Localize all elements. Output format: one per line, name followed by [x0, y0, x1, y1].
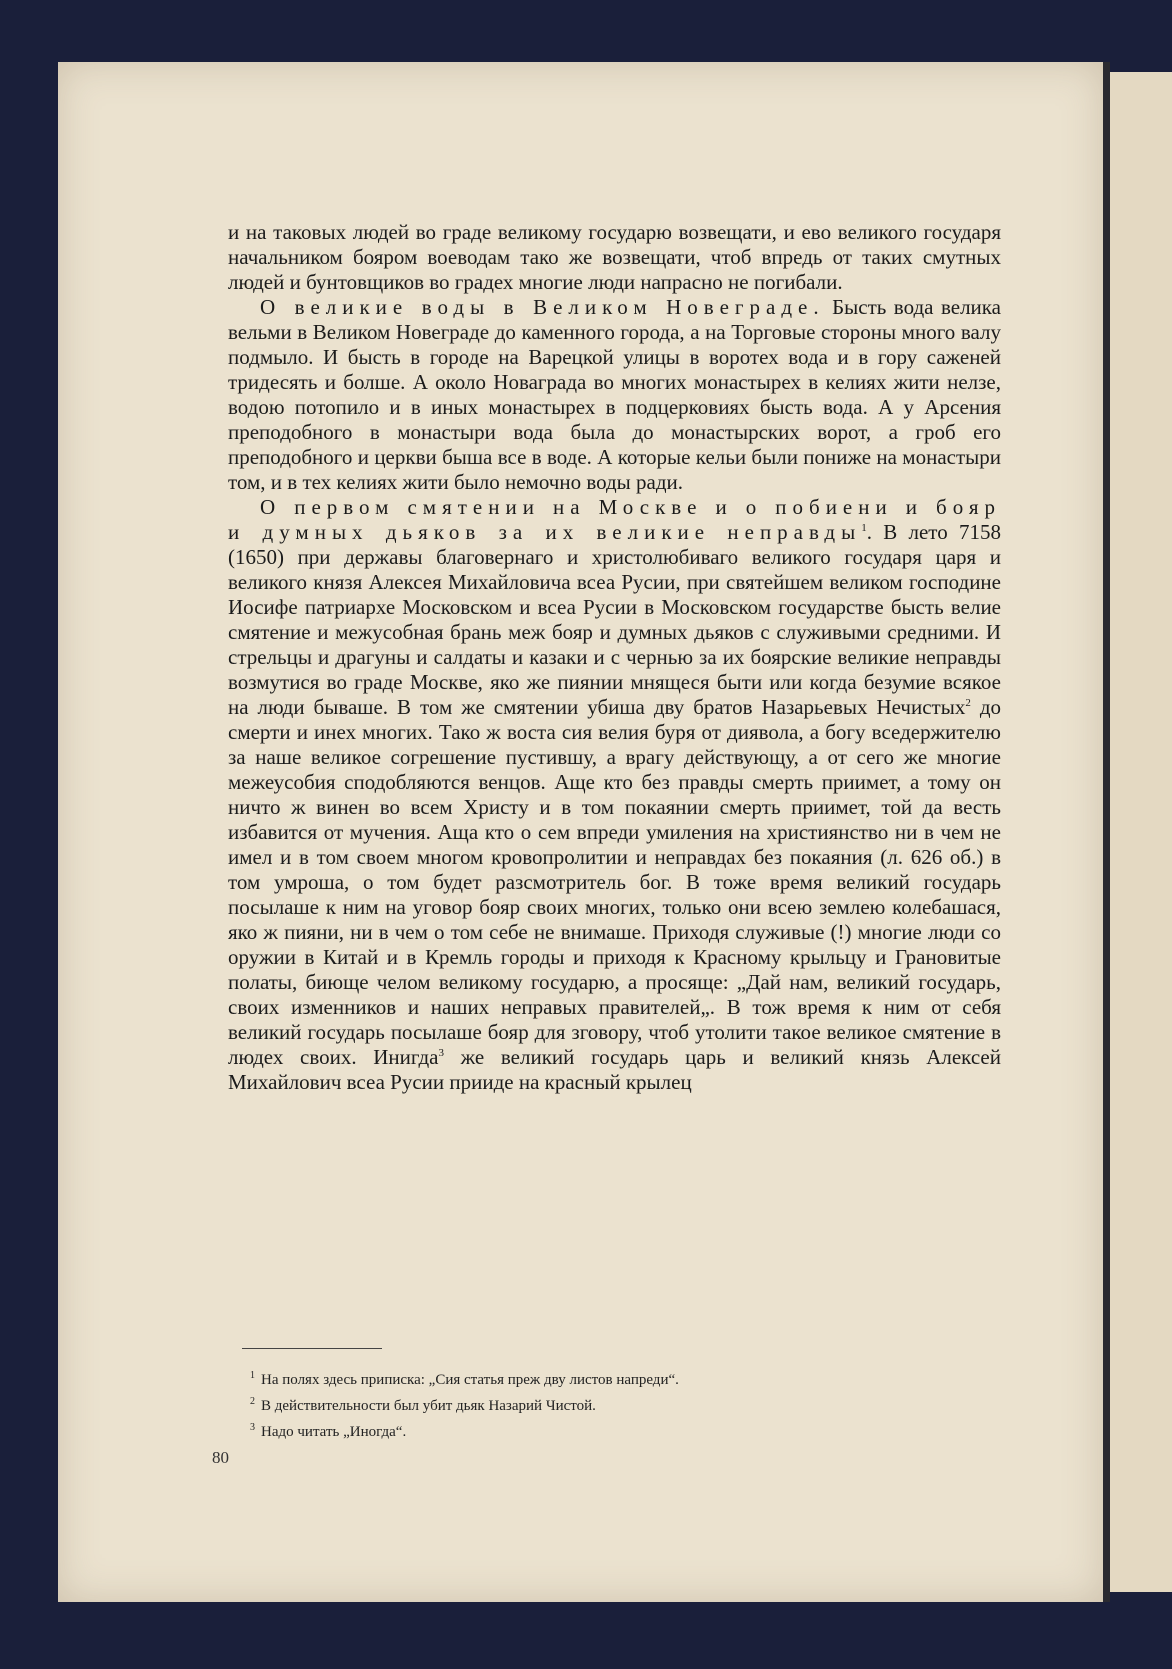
- footnote-text: На полях здесь приписка: „Сия статья преж дву листов напреди“.: [261, 1372, 679, 1388]
- footnote-3: [250, 1417, 950, 1443]
- paragraph-text: . В лето 7158 (1650) при державы благовернаго и христолюбиваго великого государя царя и великого князя Алексея Михайловича всеа Русии, при святейшем великом господине Иосифе патриархе Московском и всеа Русии в Московском государстве бысть велие смятение и межусобная брань меж бояр и думных дьяков с служивыми средними. И стрельцы и драгуны и салдаты и казаки и с чернью за их боярские великие неправды возмутися во граде Москве, яко же пиянии мнящеся быти или когда безумие всякое на люди бываше. В том же смятении убиша дву братов Назарьевых Нечистых: [228, 520, 1001, 719]
- paragraph-text: и на таковых людей во граде великому государю возвещати, и ево великого государя начальником бояром воеводам тако же возвещати, чтоб впредь от таких смутных людей и бунтовщиков во градех многие люди напрасно не погибали.: [228, 220, 1001, 294]
- footnote-ref: 3: [438, 1047, 444, 1059]
- paragraph-2: [228, 295, 1001, 495]
- next-page-edge: [1110, 72, 1172, 1592]
- main-text: [228, 220, 1001, 1095]
- footnote-ref: 1: [861, 522, 867, 534]
- footnote-text: Надо читать „Иногда“.: [261, 1424, 407, 1440]
- footnotes: [250, 1365, 950, 1443]
- footnote-text: В действительности был убит дьяк Назарий Чистой.: [261, 1398, 596, 1414]
- page-gutter: [1103, 62, 1110, 1602]
- paragraph-text: Бысть вода велика вельми в Великом Новеграде до каменного города, а на Торговые стороны много валу подмыло. И бысть в городе на Варецкой улицы в воротех вода и в гору саженей тридесять и болше. А около Новаграда во многих монастырех в келиях жити нелзе, водою потопило и в иных монастырех в подцерковиях бысть вода. А у Арсения преподобного в монастыри вода была до монастырских ворот, а гроб его преподобного и церкви быша все в воде. А которые кельи были пониже на монастыри том, и в тех келиях жити было немочно воды ради.: [228, 295, 1001, 494]
- paragraph-text: до смерти и инех многих. Тако ж воста сия велия буря от диявола, а богу вседержителю за наше великое согрешение пустившу, а врагу действующу, а от сего же многие межеусобия сподобляются венцов. Аще кто без правды смерть приимет, а тому он ничто ж винен во всем Христу и в том покаянии смерть приимет, той да весть избавится от мучения. Аща кто о сем впреди умиления на християнство ни в чем не имел и в том своем многом кровопролитии и неправдах без покаяния (л. 626 об.) в том умроша, о том будет разсмотритель бог. В тоже время великий государь посылаше к ним на уговор бояр своих многих, только они всею землею колебашася, яко ж пияни, ни в чем о том себе не внимаше. Приходя служивые (!) многие люди со оружии в Китай и в Кремль городы и приходя к Красному крыльцу и Грановитые полаты, биюще челом великому государю, а просяще: „Дай нам, великий государь, своих изменников и наших неправых правителей„. В тож время к ним от себя великий государь посылаше бояр для зговору, чтоб утолити такое великое смятение в людех своих. Инигда: [228, 695, 1002, 1069]
- paragraph-3: [228, 495, 1001, 1095]
- paragraph-1: [228, 220, 1001, 295]
- footnote-number: 3: [250, 1422, 255, 1433]
- footnote-number: 1: [250, 1370, 255, 1381]
- footnote-separator: [242, 1348, 382, 1349]
- footnote-number: 2: [250, 1396, 255, 1407]
- section-heading: О первом смятении на Москве и о побиени и бояр и думных дьяков за их великие неправды: [228, 495, 1001, 544]
- footnote-ref: 2: [965, 697, 971, 709]
- footnote-2: [250, 1391, 950, 1417]
- page-number: 80: [212, 1448, 229, 1467]
- paragraph-text: же великий государь царь и великий князь Алексей Михайлович всеа Русии прииде на красный крылец: [228, 1045, 1001, 1094]
- section-heading: О великие воды в Великом Новеграде.: [260, 295, 825, 319]
- footnote-1: [250, 1365, 950, 1391]
